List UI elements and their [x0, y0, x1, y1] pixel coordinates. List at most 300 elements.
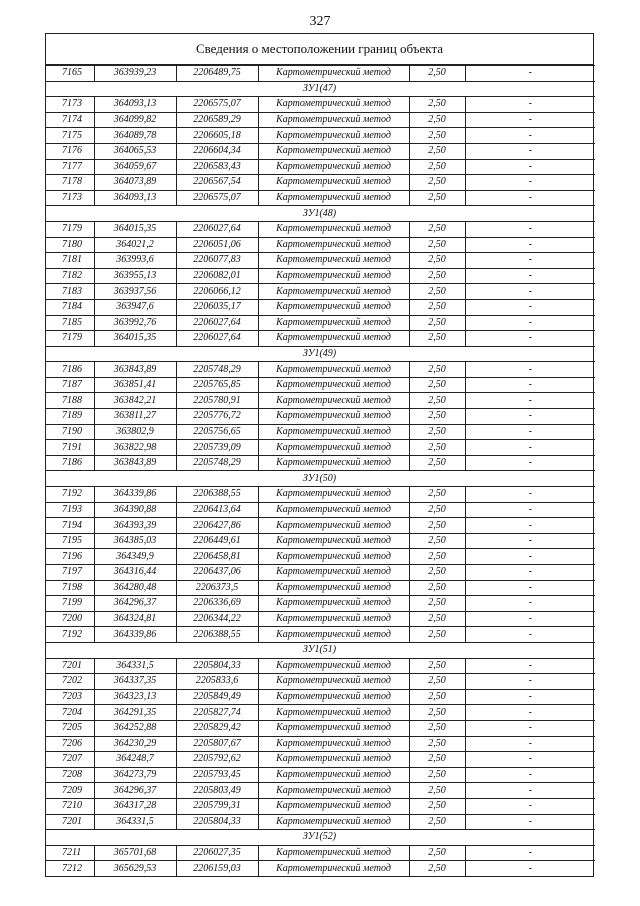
accuracy-cell: 2,50 — [409, 674, 465, 690]
description-cell: - — [465, 752, 595, 768]
accuracy-cell: 2,50 — [409, 720, 465, 736]
y-coordinate-cell: 2206027,35 — [176, 845, 258, 861]
description-cell: - — [465, 284, 595, 300]
accuracy-cell: 2,50 — [409, 611, 465, 627]
description-cell: - — [465, 798, 595, 814]
y-coordinate-cell: 2206373,5 — [176, 580, 258, 596]
method-cell: Картометрический метод — [258, 268, 409, 284]
y-coordinate-cell: 2206575,07 — [176, 97, 258, 113]
table-row — [46, 128, 595, 144]
point-number-cell: 7202 — [46, 674, 94, 690]
table-row — [46, 143, 595, 159]
method-cell: Картометрический метод — [258, 455, 409, 471]
y-coordinate-cell: 2205776,72 — [176, 409, 258, 425]
method-cell: Картометрический метод — [258, 284, 409, 300]
method-cell: Картометрический метод — [258, 752, 409, 768]
description-cell: - — [465, 814, 595, 830]
section-header-row — [46, 206, 595, 222]
method-cell: Картометрический метод — [258, 658, 409, 674]
method-cell: Картометрический метод — [258, 580, 409, 596]
description-cell: - — [465, 175, 595, 191]
method-cell: Картометрический метод — [258, 253, 409, 269]
y-coordinate-cell: 2206449,61 — [176, 533, 258, 549]
method-cell: Картометрический метод — [258, 845, 409, 861]
accuracy-cell: 2,50 — [409, 845, 465, 861]
table-row — [46, 190, 595, 206]
table-row — [46, 783, 595, 799]
point-number-cell: 7197 — [46, 565, 94, 581]
y-coordinate-cell: 2206388,55 — [176, 627, 258, 643]
y-coordinate-cell: 2205748,29 — [176, 362, 258, 378]
accuracy-cell: 2,50 — [409, 455, 465, 471]
x-coordinate-cell: 364323,13 — [94, 689, 176, 705]
description-cell: - — [465, 237, 595, 253]
y-coordinate-cell: 2206051,06 — [176, 237, 258, 253]
table-title: Сведения о местоположении границ объекта — [46, 34, 593, 65]
method-cell: Картометрический метод — [258, 190, 409, 206]
table-row — [46, 221, 595, 237]
x-coordinate-cell: 363802,9 — [94, 424, 176, 440]
description-cell: - — [465, 362, 595, 378]
y-coordinate-cell: 2206458,81 — [176, 549, 258, 565]
x-coordinate-cell: 364065,53 — [94, 143, 176, 159]
accuracy-cell: 2,50 — [409, 221, 465, 237]
x-coordinate-cell: 364089,78 — [94, 128, 176, 144]
table-row — [46, 720, 595, 736]
y-coordinate-cell: 2206427,86 — [176, 518, 258, 534]
description-cell: - — [465, 565, 595, 581]
y-coordinate-cell: 2205793,45 — [176, 767, 258, 783]
point-number-cell: 7201 — [46, 814, 94, 830]
x-coordinate-cell: 364331,5 — [94, 658, 176, 674]
method-cell: Картометрический метод — [258, 798, 409, 814]
x-coordinate-cell: 364059,67 — [94, 159, 176, 175]
x-coordinate-cell: 364393,39 — [94, 518, 176, 534]
point-number-cell: 7192 — [46, 487, 94, 503]
table-row — [46, 299, 595, 315]
accuracy-cell: 2,50 — [409, 783, 465, 799]
y-coordinate-cell: 2206082,01 — [176, 268, 258, 284]
x-coordinate-cell: 364015,35 — [94, 331, 176, 347]
y-coordinate-cell: 2205827,74 — [176, 705, 258, 721]
section-header-row — [46, 642, 595, 658]
table-row — [46, 97, 595, 113]
x-coordinate-cell: 364093,13 — [94, 97, 176, 113]
accuracy-cell: 2,50 — [409, 315, 465, 331]
x-coordinate-cell: 364339,86 — [94, 627, 176, 643]
table-row — [46, 549, 595, 565]
description-cell: - — [465, 533, 595, 549]
point-number-cell: 7186 — [46, 455, 94, 471]
point-number-cell: 7206 — [46, 736, 94, 752]
x-coordinate-cell: 364385,03 — [94, 533, 176, 549]
method-cell: Картометрический метод — [258, 315, 409, 331]
y-coordinate-cell: 2205804,33 — [176, 814, 258, 830]
section-header-row — [46, 830, 595, 846]
table-row — [46, 362, 595, 378]
accuracy-cell: 2,50 — [409, 596, 465, 612]
y-coordinate-cell: 2206344,22 — [176, 611, 258, 627]
point-number-cell: 7192 — [46, 627, 94, 643]
accuracy-cell: 2,50 — [409, 97, 465, 113]
table-row — [46, 284, 595, 300]
x-coordinate-cell: 364073,89 — [94, 175, 176, 191]
method-cell: Картометрический метод — [258, 720, 409, 736]
description-cell: - — [465, 221, 595, 237]
description-cell: - — [465, 705, 595, 721]
point-number-cell: 7173 — [46, 190, 94, 206]
accuracy-cell: 2,50 — [409, 767, 465, 783]
x-coordinate-cell: 363822,98 — [94, 440, 176, 456]
description-cell: - — [465, 315, 595, 331]
description-cell: - — [465, 502, 595, 518]
point-number-cell: 7200 — [46, 611, 94, 627]
point-number-cell: 7182 — [46, 268, 94, 284]
accuracy-cell: 2,50 — [409, 128, 465, 144]
x-coordinate-cell: 364248,7 — [94, 752, 176, 768]
y-coordinate-cell: 2205739,09 — [176, 440, 258, 456]
point-number-cell: 7191 — [46, 440, 94, 456]
method-cell: Картометрический метод — [258, 814, 409, 830]
y-coordinate-cell: 2206077,83 — [176, 253, 258, 269]
y-coordinate-cell: 2205780,91 — [176, 393, 258, 409]
table-row — [46, 268, 595, 284]
x-coordinate-cell: 364015,35 — [94, 221, 176, 237]
table-row — [46, 533, 595, 549]
description-cell: - — [465, 611, 595, 627]
point-number-cell: 7165 — [46, 66, 94, 82]
description-cell: - — [465, 128, 595, 144]
accuracy-cell: 2,50 — [409, 440, 465, 456]
section-header-row — [46, 346, 595, 362]
table-row — [46, 736, 595, 752]
description-cell: - — [465, 627, 595, 643]
description-cell: - — [465, 689, 595, 705]
x-coordinate-cell: 363955,13 — [94, 268, 176, 284]
x-coordinate-cell: 364317,28 — [94, 798, 176, 814]
table-row — [46, 315, 595, 331]
table-row — [46, 845, 595, 861]
y-coordinate-cell: 2206605,18 — [176, 128, 258, 144]
section-header-row — [46, 471, 595, 487]
y-coordinate-cell: 2205765,85 — [176, 377, 258, 393]
accuracy-cell: 2,50 — [409, 409, 465, 425]
method-cell: Картометрический метод — [258, 409, 409, 425]
point-number-cell: 7174 — [46, 112, 94, 128]
y-coordinate-cell: 2206567,54 — [176, 175, 258, 191]
x-coordinate-cell: 364252,88 — [94, 720, 176, 736]
description-cell: - — [465, 861, 595, 876]
method-cell: Картометрический метод — [258, 487, 409, 503]
x-coordinate-cell: 363993,6 — [94, 253, 176, 269]
method-cell: Картометрический метод — [258, 377, 409, 393]
x-coordinate-cell: 363843,89 — [94, 362, 176, 378]
table-row — [46, 689, 595, 705]
point-number-cell: 7176 — [46, 143, 94, 159]
method-cell: Картометрический метод — [258, 533, 409, 549]
table-row — [46, 596, 595, 612]
description-cell: - — [465, 331, 595, 347]
method-cell: Картометрический метод — [258, 736, 409, 752]
point-number-cell: 7211 — [46, 845, 94, 861]
method-cell: Картометрический метод — [258, 362, 409, 378]
x-coordinate-cell: 364093,13 — [94, 190, 176, 206]
point-number-cell: 7173 — [46, 97, 94, 113]
table-row — [46, 767, 595, 783]
point-number-cell: 7203 — [46, 689, 94, 705]
description-cell: - — [465, 424, 595, 440]
description-cell: - — [465, 674, 595, 690]
y-coordinate-cell: 2205803,49 — [176, 783, 258, 799]
description-cell: - — [465, 440, 595, 456]
description-cell: - — [465, 549, 595, 565]
method-cell: Картометрический метод — [258, 424, 409, 440]
accuracy-cell: 2,50 — [409, 798, 465, 814]
section-label: ЗУ1(51) — [46, 642, 595, 658]
method-cell: Картометрический метод — [258, 440, 409, 456]
y-coordinate-cell: 2206589,29 — [176, 112, 258, 128]
point-number-cell: 7212 — [46, 861, 94, 876]
y-coordinate-cell: 2206159,03 — [176, 861, 258, 876]
point-number-cell: 7199 — [46, 596, 94, 612]
x-coordinate-cell: 364390,88 — [94, 502, 176, 518]
point-number-cell: 7183 — [46, 284, 94, 300]
x-coordinate-cell: 364331,5 — [94, 814, 176, 830]
description-cell: - — [465, 580, 595, 596]
description-cell: - — [465, 518, 595, 534]
accuracy-cell: 2,50 — [409, 268, 465, 284]
x-coordinate-cell: 363843,89 — [94, 455, 176, 471]
accuracy-cell: 2,50 — [409, 533, 465, 549]
method-cell: Картометрический метод — [258, 221, 409, 237]
description-cell: - — [465, 783, 595, 799]
table-row — [46, 674, 595, 690]
point-number-cell: 7190 — [46, 424, 94, 440]
accuracy-cell: 2,50 — [409, 549, 465, 565]
x-coordinate-cell: 363937,56 — [94, 284, 176, 300]
point-number-cell: 7208 — [46, 767, 94, 783]
y-coordinate-cell: 2205748,29 — [176, 455, 258, 471]
boundary-points-table — [46, 65, 595, 876]
accuracy-cell: 2,50 — [409, 237, 465, 253]
method-cell: Картометрический метод — [258, 518, 409, 534]
boundary-table-sheet — [45, 33, 594, 877]
accuracy-cell: 2,50 — [409, 331, 465, 347]
table-row — [46, 393, 595, 409]
y-coordinate-cell: 2206413,64 — [176, 502, 258, 518]
x-coordinate-cell: 364280,48 — [94, 580, 176, 596]
accuracy-cell: 2,50 — [409, 518, 465, 534]
accuracy-cell: 2,50 — [409, 159, 465, 175]
point-number-cell: 7188 — [46, 393, 94, 409]
accuracy-cell: 2,50 — [409, 689, 465, 705]
table-row — [46, 237, 595, 253]
section-label: ЗУ1(52) — [46, 830, 595, 846]
y-coordinate-cell: 2206575,07 — [176, 190, 258, 206]
description-cell: - — [465, 767, 595, 783]
point-number-cell: 7177 — [46, 159, 94, 175]
y-coordinate-cell: 2206066,12 — [176, 284, 258, 300]
table-row — [46, 487, 595, 503]
description-cell: - — [465, 487, 595, 503]
x-coordinate-cell: 364296,37 — [94, 596, 176, 612]
description-cell: - — [465, 409, 595, 425]
description-cell: - — [465, 299, 595, 315]
description-cell: - — [465, 377, 595, 393]
table-row — [46, 331, 595, 347]
section-label: ЗУ1(48) — [46, 206, 595, 222]
method-cell: Картометрический метод — [258, 299, 409, 315]
accuracy-cell: 2,50 — [409, 658, 465, 674]
point-number-cell: 7184 — [46, 299, 94, 315]
method-cell: Картометрический метод — [258, 393, 409, 409]
accuracy-cell: 2,50 — [409, 377, 465, 393]
y-coordinate-cell: 2205829,42 — [176, 720, 258, 736]
x-coordinate-cell: 364337,35 — [94, 674, 176, 690]
table-row — [46, 424, 595, 440]
y-coordinate-cell: 2205807,67 — [176, 736, 258, 752]
y-coordinate-cell: 2206583,43 — [176, 159, 258, 175]
x-coordinate-cell: 363992,76 — [94, 315, 176, 331]
table-row — [46, 112, 595, 128]
table-row — [46, 611, 595, 627]
method-cell: Картометрический метод — [258, 783, 409, 799]
x-coordinate-cell: 364291,35 — [94, 705, 176, 721]
y-coordinate-cell: 2205799,31 — [176, 798, 258, 814]
point-number-cell: 7209 — [46, 783, 94, 799]
accuracy-cell: 2,50 — [409, 175, 465, 191]
accuracy-cell: 2,50 — [409, 112, 465, 128]
description-cell: - — [465, 845, 595, 861]
point-number-cell: 7193 — [46, 502, 94, 518]
x-coordinate-cell: 364099,82 — [94, 112, 176, 128]
x-coordinate-cell: 364349,9 — [94, 549, 176, 565]
table-row — [46, 627, 595, 643]
section-label: ЗУ1(50) — [46, 471, 595, 487]
x-coordinate-cell: 363851,41 — [94, 377, 176, 393]
accuracy-cell: 2,50 — [409, 253, 465, 269]
point-number-cell: 7198 — [46, 580, 94, 596]
table-row — [46, 518, 595, 534]
y-coordinate-cell: 2206027,64 — [176, 315, 258, 331]
method-cell: Картометрический метод — [258, 97, 409, 113]
accuracy-cell: 2,50 — [409, 502, 465, 518]
x-coordinate-cell: 365701,68 — [94, 845, 176, 861]
y-coordinate-cell: 2205804,33 — [176, 658, 258, 674]
point-number-cell: 7196 — [46, 549, 94, 565]
point-number-cell: 7180 — [46, 237, 94, 253]
x-coordinate-cell: 364324,81 — [94, 611, 176, 627]
y-coordinate-cell: 2206388,55 — [176, 487, 258, 503]
table-row — [46, 658, 595, 674]
point-number-cell: 7178 — [46, 175, 94, 191]
accuracy-cell: 2,50 — [409, 580, 465, 596]
point-number-cell: 7189 — [46, 409, 94, 425]
table-row — [46, 752, 595, 768]
description-cell: - — [465, 190, 595, 206]
point-number-cell: 7204 — [46, 705, 94, 721]
section-label: ЗУ1(47) — [46, 81, 595, 97]
accuracy-cell: 2,50 — [409, 487, 465, 503]
method-cell: Картометрический метод — [258, 112, 409, 128]
x-coordinate-cell: 363939,23 — [94, 66, 176, 82]
accuracy-cell: 2,50 — [409, 736, 465, 752]
method-cell: Картометрический метод — [258, 705, 409, 721]
description-cell: - — [465, 455, 595, 471]
x-coordinate-cell: 363842,21 — [94, 393, 176, 409]
method-cell: Картометрический метод — [258, 159, 409, 175]
table-row — [46, 377, 595, 393]
x-coordinate-cell: 364296,37 — [94, 783, 176, 799]
y-coordinate-cell: 2205849,49 — [176, 689, 258, 705]
method-cell: Картометрический метод — [258, 331, 409, 347]
section-label: ЗУ1(49) — [46, 346, 595, 362]
description-cell: - — [465, 112, 595, 128]
method-cell: Картометрический метод — [258, 128, 409, 144]
y-coordinate-cell: 2205792,62 — [176, 752, 258, 768]
x-coordinate-cell: 364021,2 — [94, 237, 176, 253]
description-cell: - — [465, 393, 595, 409]
accuracy-cell: 2,50 — [409, 861, 465, 876]
method-cell: Картометрический метод — [258, 549, 409, 565]
method-cell: Картометрический метод — [258, 689, 409, 705]
y-coordinate-cell: 2206336,69 — [176, 596, 258, 612]
table-row — [46, 409, 595, 425]
point-number-cell: 7186 — [46, 362, 94, 378]
table-row — [46, 580, 595, 596]
method-cell: Картометрический метод — [258, 237, 409, 253]
accuracy-cell: 2,50 — [409, 565, 465, 581]
point-number-cell: 7201 — [46, 658, 94, 674]
x-coordinate-cell: 364230,29 — [94, 736, 176, 752]
section-header-row — [46, 81, 595, 97]
description-cell: - — [465, 159, 595, 175]
table-body — [46, 66, 595, 876]
table-row — [46, 159, 595, 175]
x-coordinate-cell: 364273,79 — [94, 767, 176, 783]
method-cell: Картометрический метод — [258, 611, 409, 627]
x-coordinate-cell: 365629,53 — [94, 861, 176, 876]
y-coordinate-cell: 2206437,06 — [176, 565, 258, 581]
table-row — [46, 565, 595, 581]
table-row — [46, 175, 595, 191]
x-coordinate-cell: 364339,86 — [94, 487, 176, 503]
method-cell: Картометрический метод — [258, 66, 409, 82]
accuracy-cell: 2,50 — [409, 705, 465, 721]
accuracy-cell: 2,50 — [409, 424, 465, 440]
x-coordinate-cell: 363811,27 — [94, 409, 176, 425]
method-cell: Картометрический метод — [258, 674, 409, 690]
y-coordinate-cell: 2205756,65 — [176, 424, 258, 440]
point-number-cell: 7195 — [46, 533, 94, 549]
y-coordinate-cell: 2205833,6 — [176, 674, 258, 690]
method-cell: Картометрический метод — [258, 767, 409, 783]
point-number-cell: 7205 — [46, 720, 94, 736]
description-cell: - — [465, 268, 595, 284]
description-cell: - — [465, 596, 595, 612]
description-cell: - — [465, 658, 595, 674]
method-cell: Картометрический метод — [258, 861, 409, 876]
description-cell: - — [465, 97, 595, 113]
table-row — [46, 502, 595, 518]
method-cell: Картометрический метод — [258, 596, 409, 612]
description-cell: - — [465, 143, 595, 159]
point-number-cell: 7175 — [46, 128, 94, 144]
accuracy-cell: 2,50 — [409, 362, 465, 378]
table-row — [46, 798, 595, 814]
point-number-cell: 7179 — [46, 331, 94, 347]
table-row — [46, 861, 595, 876]
